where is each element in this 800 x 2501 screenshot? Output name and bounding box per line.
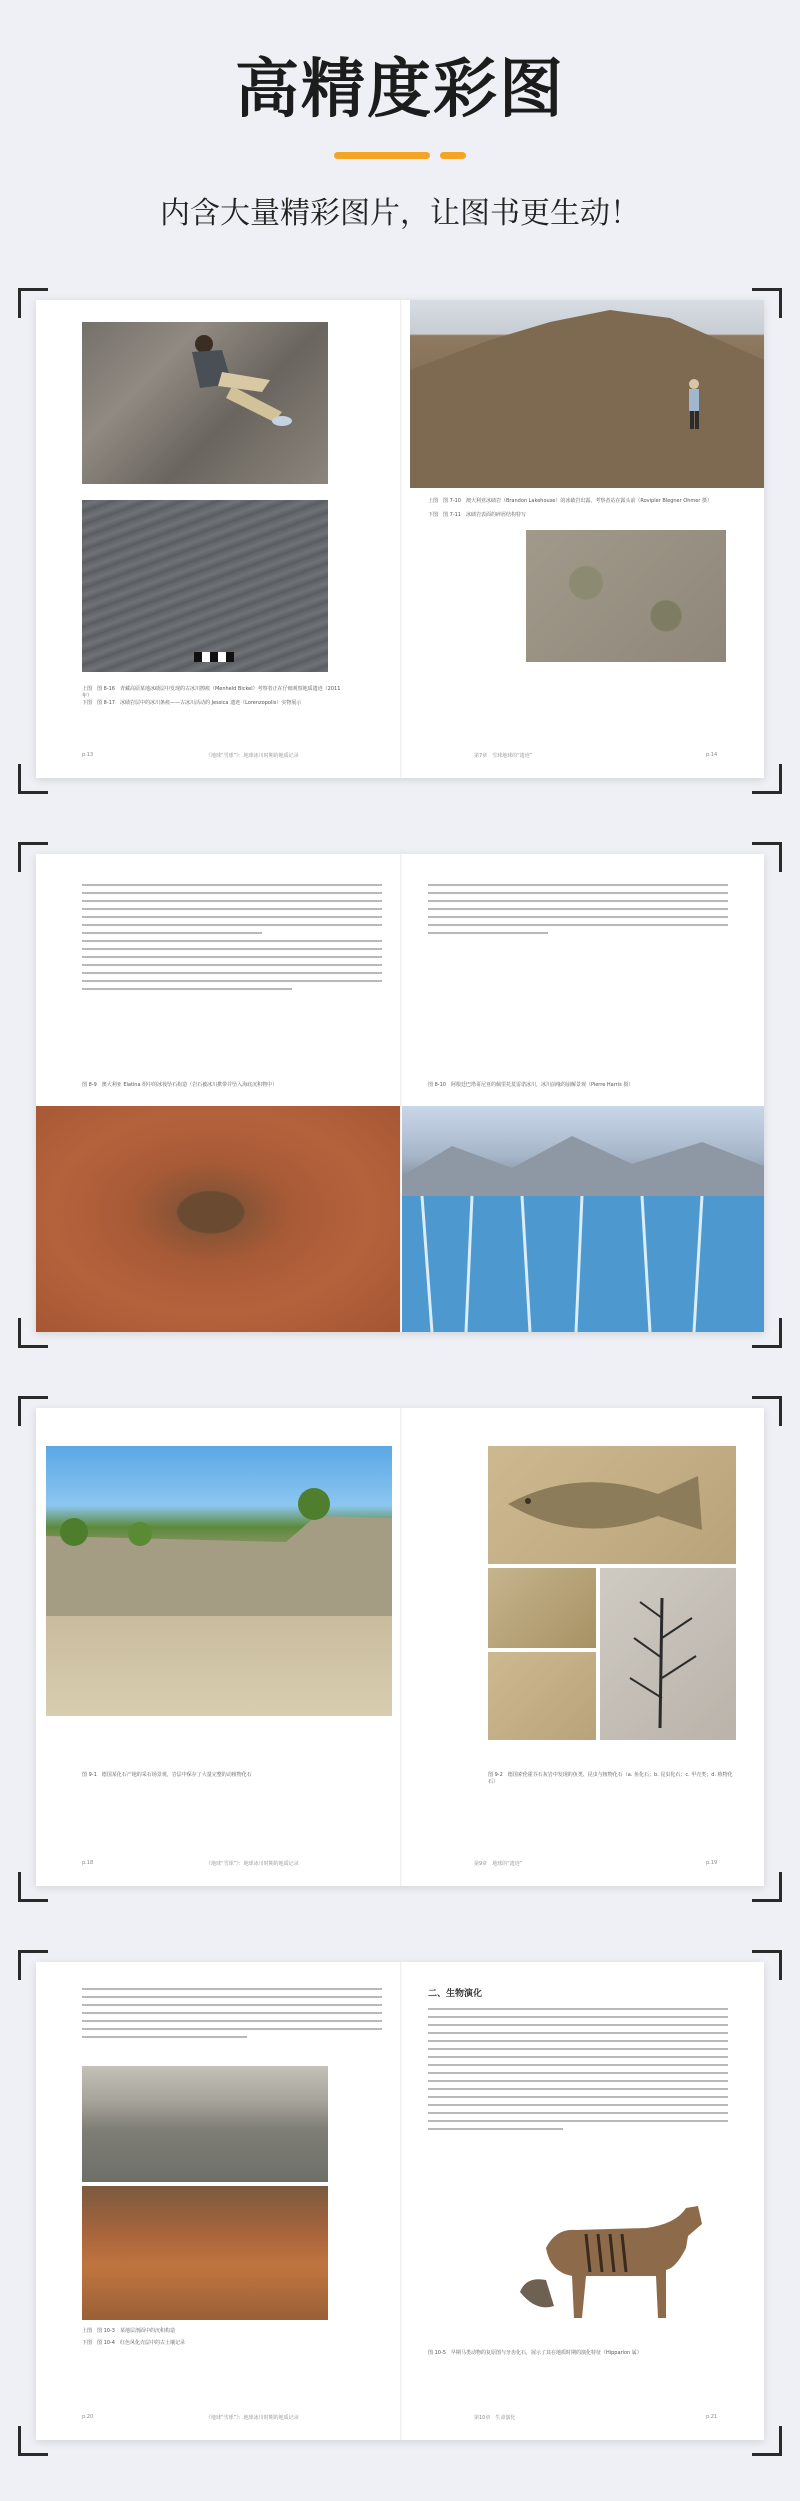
photo-rock-closeup xyxy=(526,530,726,662)
book-spread-1 xyxy=(18,288,782,794)
photo-sediment-section xyxy=(82,2066,328,2182)
photo-rocky-hill xyxy=(410,300,764,488)
page-gutter xyxy=(400,1408,402,1886)
photo-geologist-on-rock xyxy=(82,322,328,484)
figure-caption: 图 8-9 澳大利亚 Elatina 组中的冰筏坠石构造（岩石被冰川携带并坠入海底沉积物中） xyxy=(82,1082,278,1088)
figure-caption: 下图 图 8-17 冰碛岩层中的冰川条痕——古冰川活动的 Jessica 遗迹（Lorenzopolis）实物展示 xyxy=(82,700,302,706)
title-accent-dot xyxy=(440,152,466,159)
figure-caption: 图 8-10 阿根廷巴塔哥尼亚的佩里托莫雷诺冰川，冰川前缘的崩解景观（Pierre Harris 摄） xyxy=(428,1082,634,1088)
body-text xyxy=(82,884,382,996)
book-page xyxy=(36,1408,764,1886)
photo-quarry xyxy=(46,1446,392,1716)
running-footer: 《地球“雪球”》：地球冰川时期的地质记录 xyxy=(206,753,299,759)
figure-caption: 图 9-1 德国某化石产地的采石场景观，岩层中保存了大量完整的动植物化石 xyxy=(82,1772,252,1778)
hero-subtitle: 内含大量精彩图片，让图书更生动！ xyxy=(160,196,640,231)
photo-plant-fossil xyxy=(600,1568,736,1740)
figure-caption: 图 9-2 德国索伦霍芬石灰岩中发现的鱼类、昆虫与植物化石（a. 鱼化石；b. 昆虫化石；c. 甲壳类；d. 植物化石） xyxy=(488,1772,733,1785)
photo-red-weathering xyxy=(82,2186,328,2320)
page-number: p.19 xyxy=(706,1860,718,1866)
figure-caption: 下图 图 10-4 红色风化壳层中的古土壤记录 xyxy=(82,2340,185,2346)
body-text xyxy=(428,884,728,940)
photo-fish-fossil xyxy=(488,1446,736,1564)
section-heading: 二、生物演化 xyxy=(428,1989,483,1999)
book-page xyxy=(36,1962,764,2440)
body-text xyxy=(428,2008,728,2136)
page-number: p.18 xyxy=(82,1860,94,1866)
book-spread-4 xyxy=(18,1950,782,2456)
figure-caption: 图 10-5 早期马类动物的复原图与牙齿化石，展示了其在地质时期的演化特征（Hipparion 属） xyxy=(428,2350,642,2356)
photo-crustacean-fossil xyxy=(488,1652,596,1740)
running-footer: 第7章 雪球地球的“遗迹” xyxy=(474,753,533,759)
book-page xyxy=(36,854,764,1332)
running-footer: 《地球“雪球”》：地球冰川时期的地质记录 xyxy=(206,1861,299,1867)
figure-caption: 下图 图 7-11 冰碛岩表面的碎屑结构特写 xyxy=(428,512,526,518)
page-number: p.20 xyxy=(82,2414,94,2420)
photo-striated-rock xyxy=(82,500,328,672)
photo-dropstone xyxy=(36,1106,400,1332)
photo-glacier xyxy=(402,1106,764,1332)
book-spread-3 xyxy=(18,1396,782,1902)
illustration-early-horse xyxy=(516,2188,716,2324)
running-footer: 第9章 地球的“遗迹” xyxy=(474,1861,523,1867)
page-gutter xyxy=(400,1962,402,2440)
figure-caption: 上图 图 8-16 青藏高原某地冰碛层中发现的古冰川擦痕（Menheld Bickel）考察者正在仔细观察地质遗迹（2011 年） xyxy=(82,686,341,699)
running-footer: 《地球“雪球”》：地球冰川时期的地质记录 xyxy=(206,2415,299,2421)
hero-title: 高精度彩图 xyxy=(235,53,565,127)
running-footer: 第10章 生命演化 xyxy=(474,2415,516,2421)
figure-caption: 上图 图 7-10 澳大利亚冰碛岩（Brandon Lakehouse）的冰碛岩出露，考察者站在露头前（Rovipler Blegner Ohmer 摄） xyxy=(428,498,712,504)
page-gutter xyxy=(400,300,402,778)
figure-caption: 上图 图 10-3 某地层剖面中的沉积构造 xyxy=(82,2328,175,2334)
page-number: p.13 xyxy=(82,752,94,758)
book-spread-2 xyxy=(18,842,782,1348)
photo-insect-fossil xyxy=(488,1568,596,1648)
page-number: p.21 xyxy=(706,2414,718,2420)
book-page xyxy=(36,300,764,778)
page-number: p.14 xyxy=(706,752,718,758)
title-accent-bar xyxy=(334,152,430,159)
body-text xyxy=(82,1988,382,2044)
